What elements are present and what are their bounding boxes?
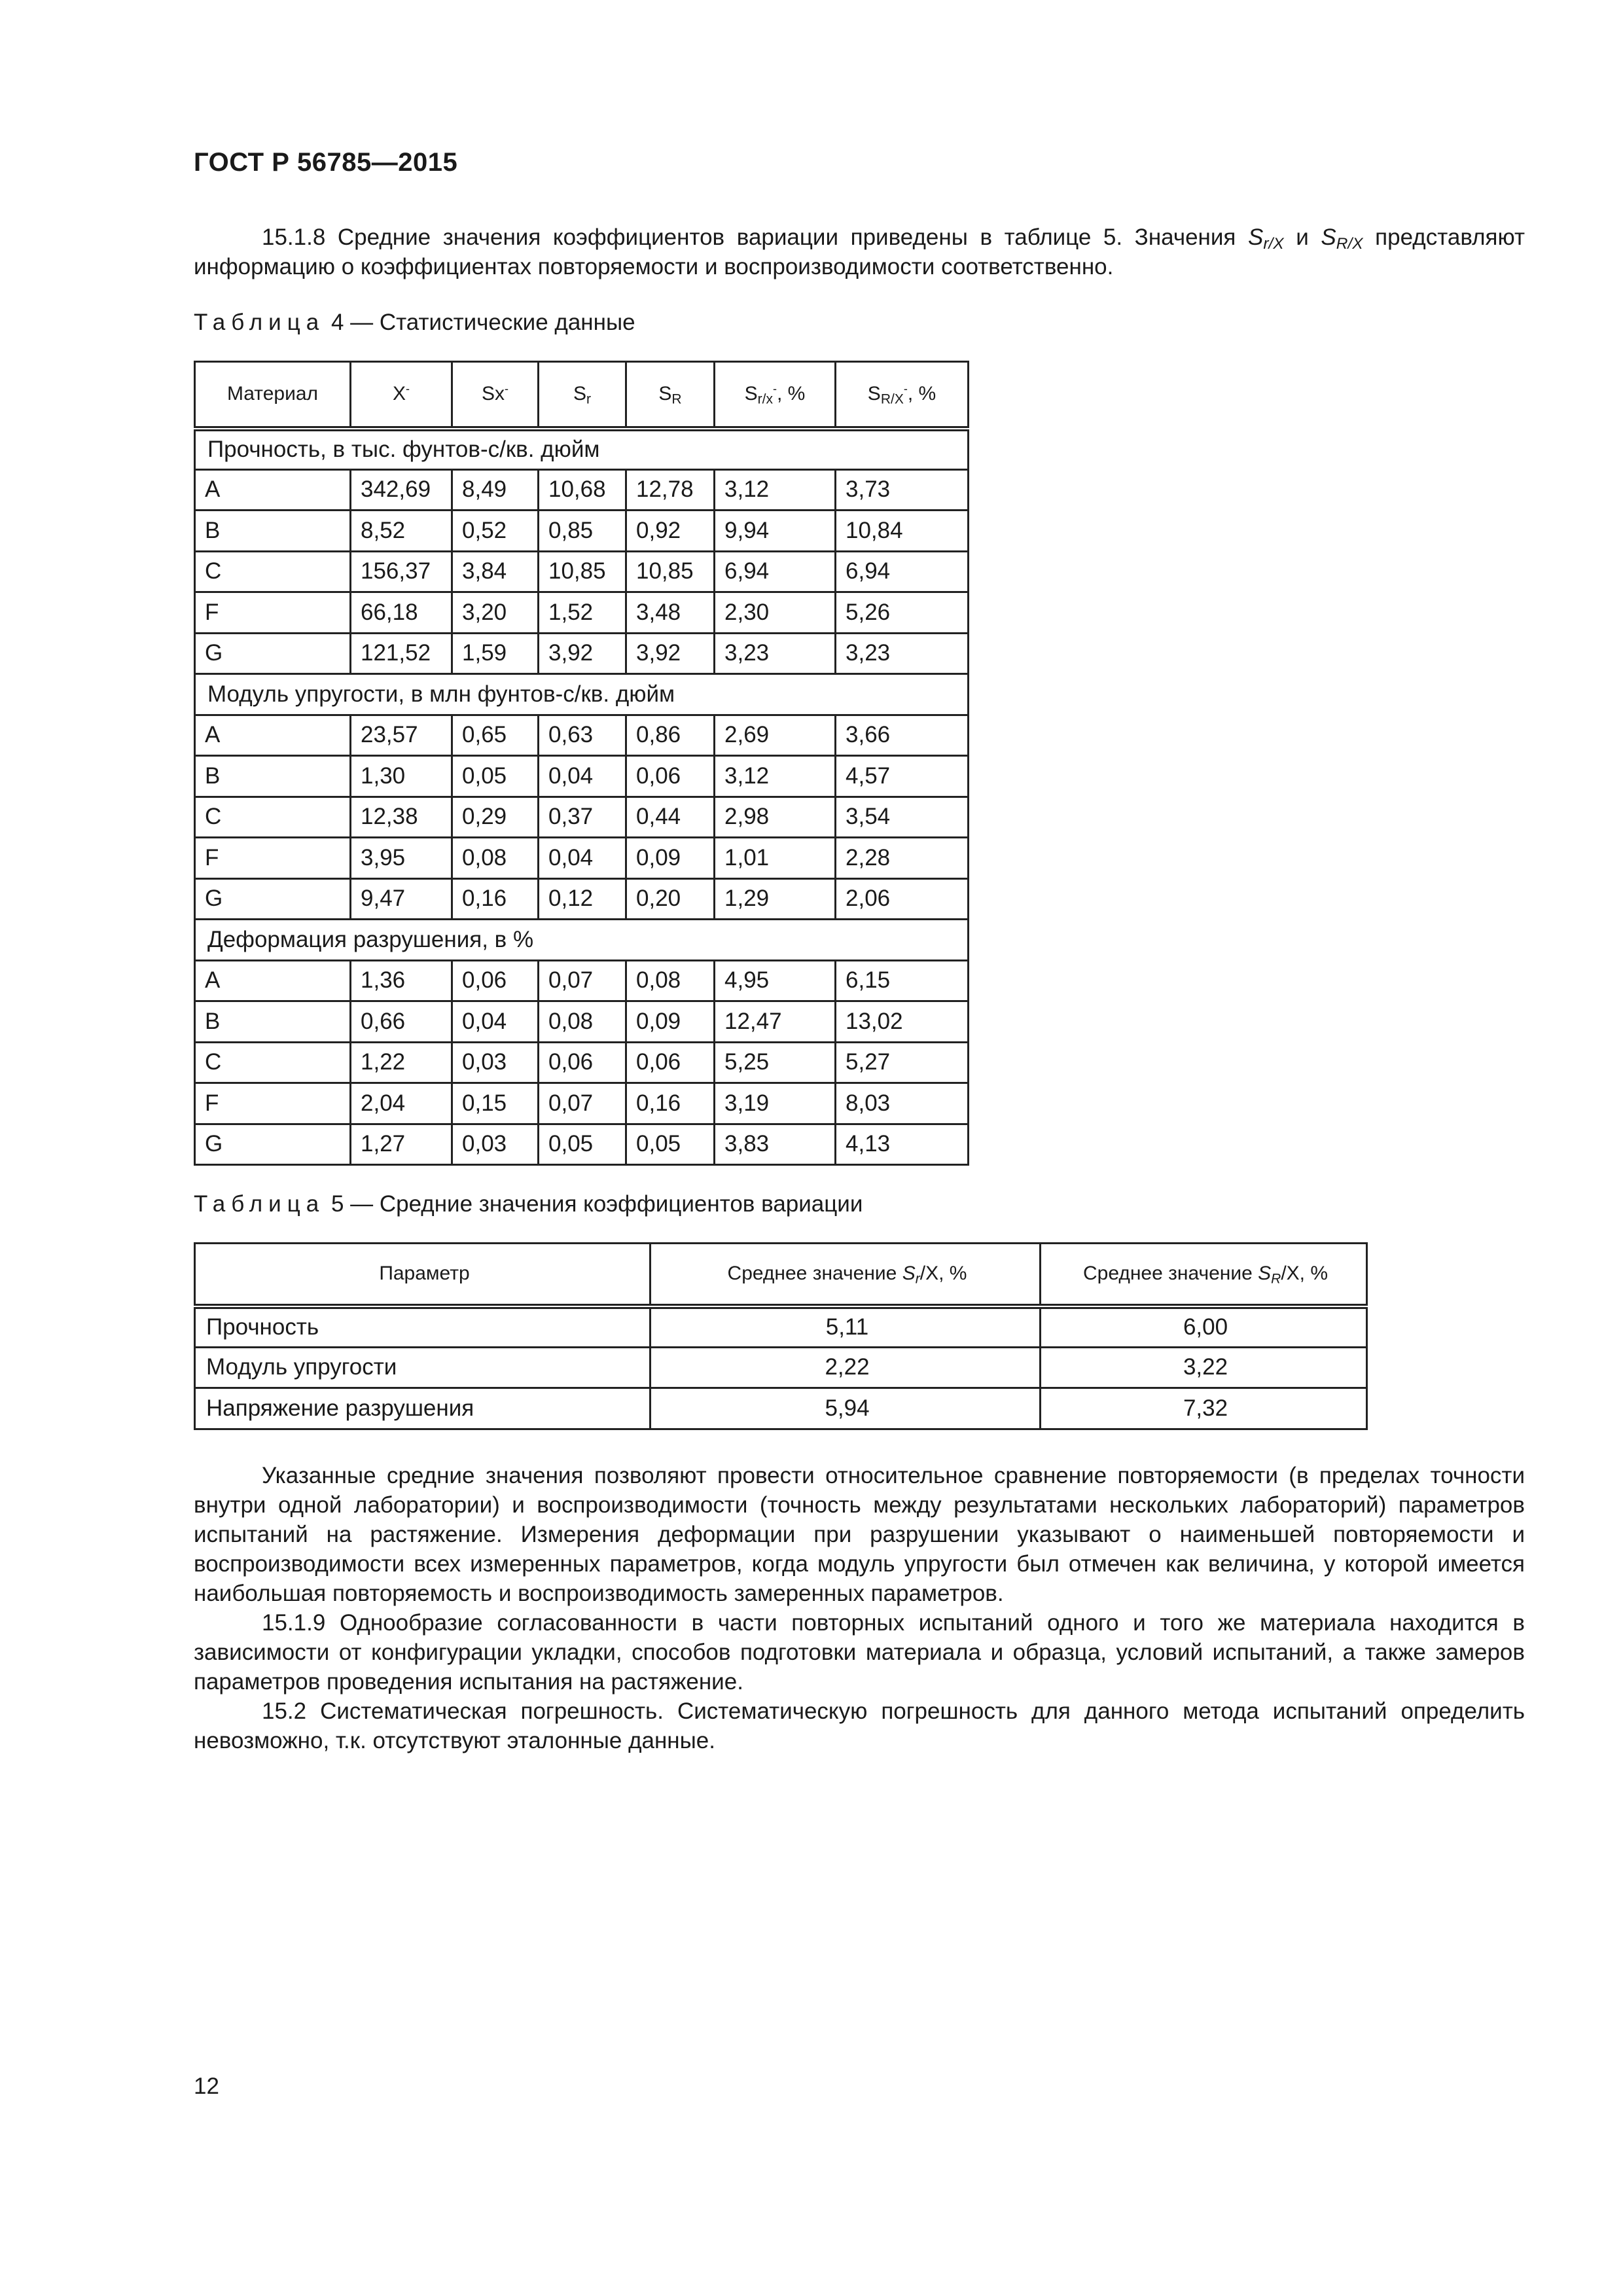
table4-cell: 0,44 [626,797,715,838]
table-statistical-data [194,361,969,1166]
table4-cell: 9,94 [715,511,836,552]
table4-cell: A [195,469,351,511]
table4-cell: 10,85 [539,551,626,592]
table4-cell: 3,20 [452,592,539,634]
table4-cell: 6,15 [836,960,969,1001]
table4-cell: 1,29 [715,878,836,920]
table4-cell: 5,25 [715,1042,836,1083]
table4-cell: 1,27 [351,1124,452,1165]
table4-cell: 2,69 [715,715,836,756]
table4-cell: 3,84 [452,551,539,592]
table4-cell: 0,06 [539,1042,626,1083]
table4-cell: 5,27 [836,1042,969,1083]
table4-cell: 0,29 [452,797,539,838]
table4-row [195,960,969,1001]
table5-row [195,1306,1367,1348]
table4-body [195,429,969,1165]
table4-cell: G [195,878,351,920]
table5-cell: 5,11 [651,1306,1041,1348]
table4-cell: F [195,1083,351,1124]
table5-cell: Модуль упругости [195,1347,651,1388]
table4-cell: 342,69 [351,469,452,511]
table4-row [195,633,969,674]
table4-header-cell: Sx- [452,362,539,429]
table4-cell: 3,23 [836,633,969,674]
table4-row [195,551,969,592]
table4-row [195,1083,969,1124]
table4-cell: 3,48 [626,592,715,634]
table4-cell: G [195,1124,351,1165]
table4-cell: 0,37 [539,797,626,838]
table4-cell: 6,94 [715,551,836,592]
table4-cell: 4,95 [715,960,836,1001]
table4-cell: A [195,715,351,756]
table4-cell: 0,65 [452,715,539,756]
table4-cell: 8,03 [836,1083,969,1124]
table4-cell: 3,83 [715,1124,836,1165]
table4-cell: 6,94 [836,551,969,592]
table4-cell: 0,66 [351,1001,452,1043]
table5-caption: Таблица 5 — Средние значения коэффициентов вариации [194,1191,863,1217]
table4-row [195,1124,969,1165]
table4-cell: 0,04 [539,838,626,879]
table4-cell: 10,85 [626,551,715,592]
table4-cell: 3,54 [836,797,969,838]
table5-cell: 7,32 [1041,1388,1367,1429]
table4-header-cell: $S_{r/x}^-$, % [715,362,836,429]
paragraph-15-2: 15.2 Систематическая погрешность. Систематическую погрешность для данного метода испытаний определить невозможно, т.к. отсутствуют эталонные данные. [194,1698,1525,1753]
table4-header-cell: X- [351,362,452,429]
table5-row [195,1388,1367,1429]
table4-cell: B [195,511,351,552]
table5-cell: 6,00 [1041,1306,1367,1348]
table4-section-title: Деформация разрушения, в % [195,920,969,961]
table4-section-title: Прочность, в тыс. фунтов-с/кв. дюйм [195,429,969,470]
table5-cell: Прочность [195,1306,651,1348]
table4-row [195,715,969,756]
table4-header-cell: $S_{R/X}^-$, % [836,362,969,429]
table5-row [195,1347,1367,1388]
table4-cell: 0,15 [452,1083,539,1124]
table4-cell: 3,12 [715,469,836,511]
table4-cell: B [195,1001,351,1043]
table4-cell: 0,06 [452,960,539,1001]
table5-cell: Напряжение разрушения [195,1388,651,1429]
table4-cell: 3,23 [715,633,836,674]
table4-cell: 0,06 [626,756,715,797]
table4-cell: 1,30 [351,756,452,797]
table4-cell: 0,07 [539,960,626,1001]
table4-cell: 1,22 [351,1042,452,1083]
table4-row [195,838,969,879]
table4-cell: 0,09 [626,1001,715,1043]
table4-row [195,878,969,920]
table4-row [195,511,969,552]
table4-cell: 0,08 [452,838,539,879]
table4-header-row [195,362,969,429]
table4-cell: 2,04 [351,1083,452,1124]
table4-cell: 4,13 [836,1124,969,1165]
table5-cell: 2,22 [651,1347,1041,1388]
table4-section-row [195,920,969,961]
table4-cell: 0,05 [539,1124,626,1165]
table4-cell: 0,05 [452,756,539,797]
table4-cell: 0,52 [452,511,539,552]
table4-section-row [195,674,969,715]
table4-cell: 10,68 [539,469,626,511]
table4-cell: B [195,756,351,797]
table4-cell: 10,84 [836,511,969,552]
table4-header-cell: $S_R$ [626,362,715,429]
table4-cell: 0,16 [452,878,539,920]
table4-cell: 4,57 [836,756,969,797]
table4-section-title: Модуль упругости, в млн фунтов-с/кв. дюйм [195,674,969,715]
table4-cell: 0,04 [452,1001,539,1043]
table4-cell: 0,16 [626,1083,715,1124]
table4-cell: 3,19 [715,1083,836,1124]
table4-cell: 1,52 [539,592,626,634]
table4-cell: 0,03 [452,1042,539,1083]
table4-cell: 2,30 [715,592,836,634]
table4-cell: 2,98 [715,797,836,838]
table4-cell: 12,78 [626,469,715,511]
table4-cell: 0,06 [626,1042,715,1083]
table4-cell: 156,37 [351,551,452,592]
table4-cell: 0,85 [539,511,626,552]
paragraph-15-1-9: 15.1.9 Однообразие согласованности в части повторных испытаний одного и того же материала находится в зависимости от конфигурации укладки, способов подготовки материала и образца, условий испытаний, а также замеров параметров проведения испытания на растяжение. [194,1610,1525,1695]
table4-cell: 0,09 [626,838,715,879]
table4-cell: 8,52 [351,511,452,552]
table4-cell: 0,08 [626,960,715,1001]
table4-cell: 2,28 [836,838,969,879]
table5-body [195,1306,1367,1429]
table4-cell: F [195,592,351,634]
table4-cell: 23,57 [351,715,452,756]
table4-cell: 0,08 [539,1001,626,1043]
intro-paragraph: 15.1.8 Средние значения коэффициентов вариации приведены в таблице 5. Значения $S_{r/X}$ и $S_{R/X}$ представляют информацию о коэффициентах повторяемости и воспроизводимости соответственно. [194,224,1525,279]
table4-cell: 66,18 [351,592,452,634]
table4-cell: 3,92 [626,633,715,674]
table4-cell: 1,01 [715,838,836,879]
table5-header-row [195,1244,1367,1306]
table4-cell: 0,05 [626,1124,715,1165]
table4-row [195,797,969,838]
table4-row [195,592,969,634]
table4-header-cell: Материал [195,362,351,429]
table4-row [195,1001,969,1043]
paragraph-summary: Указанные средние значения позволяют провести относительное сравнение повторяемости (в пределах точности внутри одной лаборатории) и воспроизводимости (точность между результатами нескольких лабораторий) параметров испытаний на растяжение. Измерения деформации при разрушении указывают о наименьшей повторяемости и воспроизводимости всех измеренных параметров, когда модуль упругости был отмечен как величина, у которой имеется наибольшая повторяемость и воспроизводимость замеренных параметров. [194,1463,1525,1606]
table4-cell: 13,02 [836,1001,969,1043]
table4-cell: 3,66 [836,715,969,756]
table4-cell: 3,95 [351,838,452,879]
table-coefficient-means [194,1242,1368,1430]
table4-cell: 1,36 [351,960,452,1001]
table4-cell: 0,63 [539,715,626,756]
table4-header [195,362,969,429]
table4-cell: 8,49 [452,469,539,511]
table4-cell: C [195,797,351,838]
table5-header-param: Параметр [195,1244,651,1306]
table4-cell: C [195,1042,351,1083]
table4-cell: 1,59 [452,633,539,674]
table4-cell: 9,47 [351,878,452,920]
table5-header-sr: Среднее значение $S_r/X$, % [651,1244,1041,1306]
table4-row [195,1042,969,1083]
table4-section-row [195,429,969,470]
table4-cell: G [195,633,351,674]
table4-cell: 121,52 [351,633,452,674]
table4-cell: 0,12 [539,878,626,920]
page-number: 12 [194,2073,219,2099]
table4-cell: F [195,838,351,879]
table4-cell: 3,92 [539,633,626,674]
table5-header-sR: Среднее значение $S_R/X$, % [1041,1244,1367,1306]
table4-row [195,469,969,511]
table4-cell: 0,07 [539,1083,626,1124]
table4-cell: 3,73 [836,469,969,511]
document-header: ГОСТ Р 56785—2015 [194,148,458,177]
table4-cell: 0,86 [626,715,715,756]
table5-cell: 3,22 [1041,1347,1367,1388]
table4-cell: 0,04 [539,756,626,797]
table4-cell: 0,20 [626,878,715,920]
table4-cell: 12,38 [351,797,452,838]
table4-cell: A [195,960,351,1001]
table4-cell: 0,92 [626,511,715,552]
table4-cell: C [195,551,351,592]
table4-cell: 0,03 [452,1124,539,1165]
table4-caption: Таблица 4 — Статистические данные [194,310,635,335]
table4-cell: 5,26 [836,592,969,634]
table4-header-cell: $S_r$ [539,362,626,429]
table4-cell: 12,47 [715,1001,836,1043]
table5-cell: 5,94 [651,1388,1041,1429]
table4-cell: 3,12 [715,756,836,797]
table4-row [195,756,969,797]
table4-cell: 2,06 [836,878,969,920]
